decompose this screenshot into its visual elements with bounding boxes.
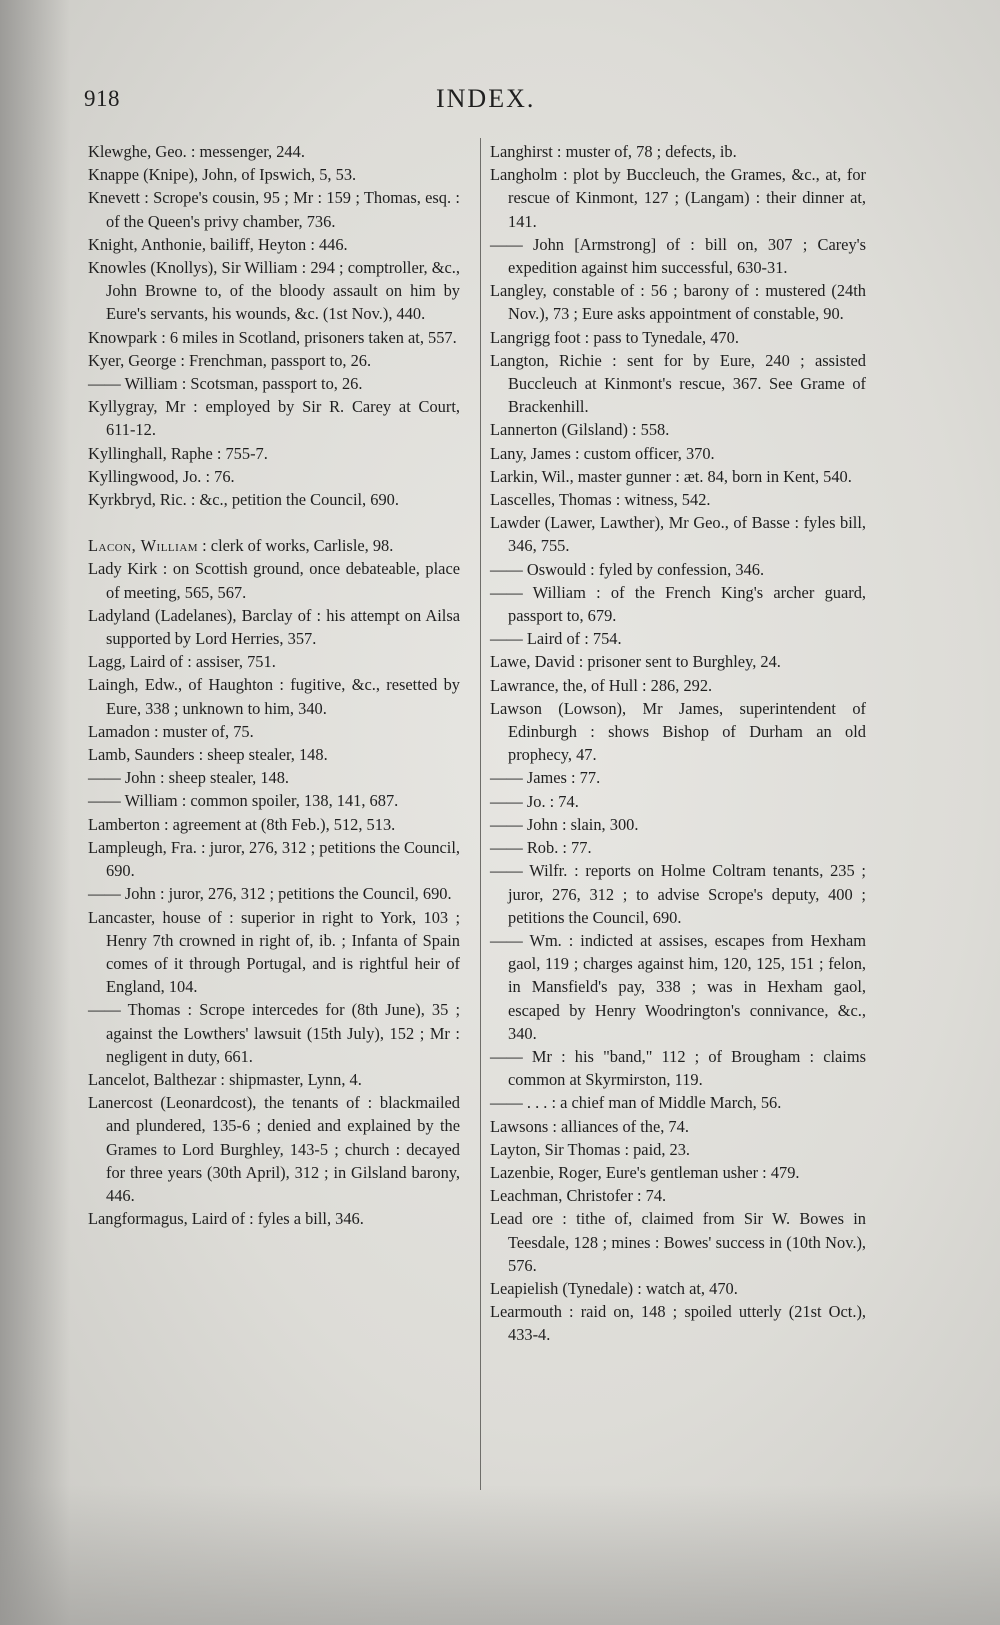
entry-heading: Lacon, William	[88, 536, 199, 556]
entry-text: Lawe, David : prisoner sent to Burghley, 24.	[490, 652, 781, 672]
entry-text: —— Thomas : Scrope intercedes for (8th June), 35 ; against the Lowthers' lawsuit (15th July), 152 ; Mr : negligent in duty, 661.	[88, 1000, 460, 1066]
binding-shadow	[0, 0, 70, 1625]
entry-text: Lawsons : alliances of the, 74.	[490, 1116, 689, 1136]
index-entry	[88, 1068, 460, 1091]
entry-text: Kyrkbryd, Ric. : &c., petition the Council, 690.	[88, 490, 399, 510]
index-entry	[88, 743, 460, 766]
entry-text: Lawder (Lawer, Lawther), Mr Geo., of Basse : fyles bill, 346, 755.	[490, 513, 866, 556]
index-entry	[88, 836, 460, 882]
entry-text: Lancelot, Balthezar : shipmaster, Lynn, 4.	[88, 1069, 362, 1089]
index-entry	[88, 673, 460, 719]
index-entry	[88, 813, 460, 836]
entry-text: Lascelles, Thomas : witness, 542.	[490, 490, 711, 510]
entry-text: : clerk of works, Carlisle, 98.	[198, 536, 394, 556]
entry-text: Langley, constable of : 56 ; barony of : mustered (24th Nov.), 73 ; Eure asks appointment of constable, 90.	[490, 281, 866, 324]
entry-text: Kyllingwood, Jo. : 76.	[88, 466, 235, 486]
index-entry	[88, 1091, 460, 1207]
index-entry	[490, 558, 866, 581]
entry-text: Klewghe, Geo. : messenger, 244.	[88, 142, 305, 161]
entry-text: Langton, Richie : sent for by Eure, 240 ; assisted Buccleuch at Kinmont's rescue, 367. See Grame of Brackenhill.	[490, 350, 866, 417]
entry-text: Ladyland (Ladelanes), Barclay of : his attempt on Ailsa supported by Lord Herries, 357.	[88, 605, 460, 649]
page-edge-shadow	[0, 1485, 1000, 1625]
index-entry	[490, 581, 866, 627]
entry-text: —— John [Armstrong] of : bill on, 307 ; Carey's expedition against him successful, 630-31.	[490, 234, 866, 278]
index-entry	[490, 836, 866, 859]
index-entry	[88, 882, 460, 905]
index-entry	[88, 163, 460, 186]
index-entry	[490, 326, 866, 349]
index-entry	[490, 1300, 866, 1346]
entry-text: —— James : 77.	[490, 768, 601, 788]
entry-text: —— Laird of : 754.	[490, 629, 622, 649]
index-entry	[88, 256, 460, 326]
entry-text: —— Rob. : 77.	[490, 838, 592, 858]
index-entry	[490, 1161, 866, 1184]
entry-text: Knevett : Scrope's cousin, 95 ; Mr : 159 ; Thomas, esq. : of the Queen's privy chamber, 736.	[88, 188, 460, 231]
index-entry	[88, 604, 460, 650]
entry-text: Lady Kirk : on Scottish ground, once debateable, place of meeting, 565, 567.	[88, 559, 460, 602]
entry-text: —— John : juror, 276, 312 ; petitions the Council, 690.	[88, 884, 452, 904]
entry-text: —— William : of the French King's archer guard, passport to, 679.	[490, 582, 866, 626]
index-entry	[88, 140, 460, 163]
entry-text: —— Jo. : 74.	[490, 791, 579, 811]
entry-text: Lagg, Laird of : assiser, 751.	[88, 652, 276, 672]
running-head: INDEX.	[436, 84, 536, 113]
index-entry	[490, 766, 866, 789]
index-entry	[490, 1207, 866, 1277]
entry-text: —— William : Scotsman, passport to, 26.	[88, 374, 363, 394]
entry-text: Learmouth : raid on, 148 ; spoiled utterly (21st Oct.), 433-4.	[490, 1302, 866, 1345]
entry-text: Kyllinghall, Raphe : 755-7.	[88, 443, 268, 463]
entry-text: Langhirst : muster of, 78 ; defects, ib.	[490, 142, 737, 161]
index-entry	[490, 650, 866, 673]
entry-text: Knappe (Knipe), John, of Ipswich, 5, 53.	[88, 165, 357, 185]
index-entry	[88, 534, 460, 557]
index-entry	[490, 163, 866, 233]
entry-text: Lead ore : tithe of, claimed from Sir W. Bowes in Teesdale, 128 ; mines : Bowes' success in (10th Nov.), 576.	[490, 1209, 866, 1275]
index-entry	[490, 140, 866, 163]
index-entry	[88, 186, 460, 232]
index-entry	[88, 766, 460, 789]
entry-text: Leapielish (Tynedale) : watch at, 470.	[490, 1278, 738, 1298]
entry-text: —— Oswould : fyled by confession, 346.	[490, 559, 765, 579]
index-entry	[490, 627, 866, 650]
entry-text: —— Wilfr. : reports on Holme Coltram tenants, 235 ; juror, 276, 312 ; to advise Scrope's deputy, 400 ; petitions the Council, 690.	[490, 861, 866, 927]
entry-text: Laingh, Edw., of Haughton : fugitive, &c., resetted by Eure, 338 ; unknown to him, 340.	[88, 675, 460, 718]
index-entry	[490, 929, 866, 1045]
entry-text: Lawrance, the, of Hull : 286, 292.	[490, 675, 713, 695]
entry-text: Kyllygray, Mr : employed by Sir R. Carey at Court, 611-12.	[88, 397, 460, 440]
entry-text: Lampleugh, Fra. : juror, 276, 312 ; petitions the Council, 690.	[88, 837, 460, 881]
index-entry	[490, 465, 866, 488]
index-entry	[88, 998, 460, 1068]
index-entry	[490, 859, 866, 929]
entry-text: Langformagus, Laird of : fyles a bill, 346.	[88, 1209, 364, 1229]
index-entry	[88, 372, 460, 395]
index-entry	[490, 1277, 866, 1300]
index-entry	[490, 349, 866, 419]
page-number: 918	[84, 86, 120, 111]
index-entry	[88, 442, 460, 465]
index-entry	[490, 1138, 866, 1161]
index-entry	[88, 650, 460, 673]
entry-text: Lamadon : muster of, 75.	[88, 721, 254, 741]
index-entry	[490, 442, 866, 465]
entry-text: —— John : sheep stealer, 148.	[88, 768, 290, 788]
index-entry	[490, 674, 866, 697]
entry-text: Lany, James : custom officer, 370.	[490, 443, 715, 463]
entry-text: Langholm : plot by Buccleuch, the Grames, &c., at, for rescue of Kinmont, 127 ; (Langam) : their dinner at, 141.	[490, 165, 866, 231]
index-entry	[490, 1045, 866, 1091]
entry-text: Lamb, Saunders : sheep stealer, 148.	[88, 745, 328, 765]
index-entry	[490, 488, 866, 511]
entry-text: Larkin, Wil., master gunner : æt. 84, born in Kent, 540.	[490, 466, 852, 486]
entry-text: Kyer, George : Frenchman, passport to, 26.	[88, 350, 372, 370]
index-entry	[490, 1184, 866, 1207]
index-entry	[88, 488, 460, 511]
entry-text: —— Mr : his "band," 112 ; of Brougham : claims common at Skyrmirston, 119.	[490, 1046, 866, 1090]
index-entry	[490, 790, 866, 813]
index-entry	[88, 395, 460, 441]
index-entry	[88, 1207, 460, 1230]
index-entry	[88, 557, 460, 603]
entry-text: —— . . . : a chief man of Middle March, 56.	[490, 1093, 782, 1113]
right-index-column	[490, 140, 866, 1347]
entry-text: Layton, Sir Thomas : paid, 23.	[490, 1139, 691, 1159]
entry-text: Knight, Anthonie, bailiff, Heyton : 446.	[88, 234, 348, 254]
index-entry	[88, 720, 460, 743]
entry-text: Knowles (Knollys), Sir William : 294 ; comptroller, &c., John Browne to, of the bloody assault on him by Eure's servants, his wounds, &c. (1st Nov.), 440.	[88, 258, 460, 324]
index-entry	[490, 813, 866, 836]
index-entry	[490, 1091, 866, 1114]
index-entry	[88, 349, 460, 372]
entry-text: Lancaster, house of : superior in right to York, 103 ; Henry 7th crowned in right of, ib. ; Infanta of Spain comes of it through Portugal, and is rightful heir of England, 104.	[88, 907, 460, 997]
entry-text: —— William : common spoiler, 138, 141, 687.	[88, 791, 399, 811]
index-entry	[88, 233, 460, 256]
index-entry	[490, 697, 866, 767]
entry-text: Leachman, Christofer : 74.	[490, 1186, 667, 1206]
entry-text: Lawson (Lowson), Mr James, superintendent of Edinburgh : shows Bishop of Durham an old prophecy, 47.	[490, 698, 866, 765]
column-divider	[480, 138, 481, 1490]
entry-text: Lannerton (Gilsland) : 558.	[490, 420, 670, 440]
entry-text: Langrigg foot : pass to Tynedale, 470.	[490, 327, 739, 347]
entry-text: Lamberton : agreement at (8th Feb.), 512, 513.	[88, 814, 396, 834]
index-entry	[88, 906, 460, 999]
index-entry	[490, 279, 866, 325]
entry-text: —— John : slain, 300.	[490, 814, 639, 834]
index-entry	[490, 418, 866, 441]
index-entry	[490, 511, 866, 557]
entry-text: Lazenbie, Roger, Eure's gentleman usher : 479.	[490, 1162, 800, 1182]
left-index-column	[88, 140, 460, 1230]
entry-text: Lanercost (Leonardcost), the tenants of : blackmailed and plundered, 135-6 ; denied and explained by the Grames to Lord Burghley, 143-5 ; church : decayed for three years (30th April), 312 ; in Gilsland barony, 446.	[88, 1093, 460, 1205]
index-entry	[88, 789, 460, 812]
index-entry	[490, 233, 866, 279]
index-entry	[490, 1115, 866, 1138]
index-entry	[88, 465, 460, 488]
index-entry	[88, 326, 460, 349]
page-header	[0, 82, 1000, 122]
entry-text: —— Wm. : indicted at assises, escapes from Hexham gaol, 119 ; charges against him, 120, 125, 151 ; felon, in Mansfield's pay, 338 ; was in Hexham gaol, escaped by Henry Woodrington's connivance, &c., 340.	[490, 930, 866, 1043]
entry-text: Knowpark : 6 miles in Scotland, prisoners taken at, 557.	[88, 327, 457, 347]
